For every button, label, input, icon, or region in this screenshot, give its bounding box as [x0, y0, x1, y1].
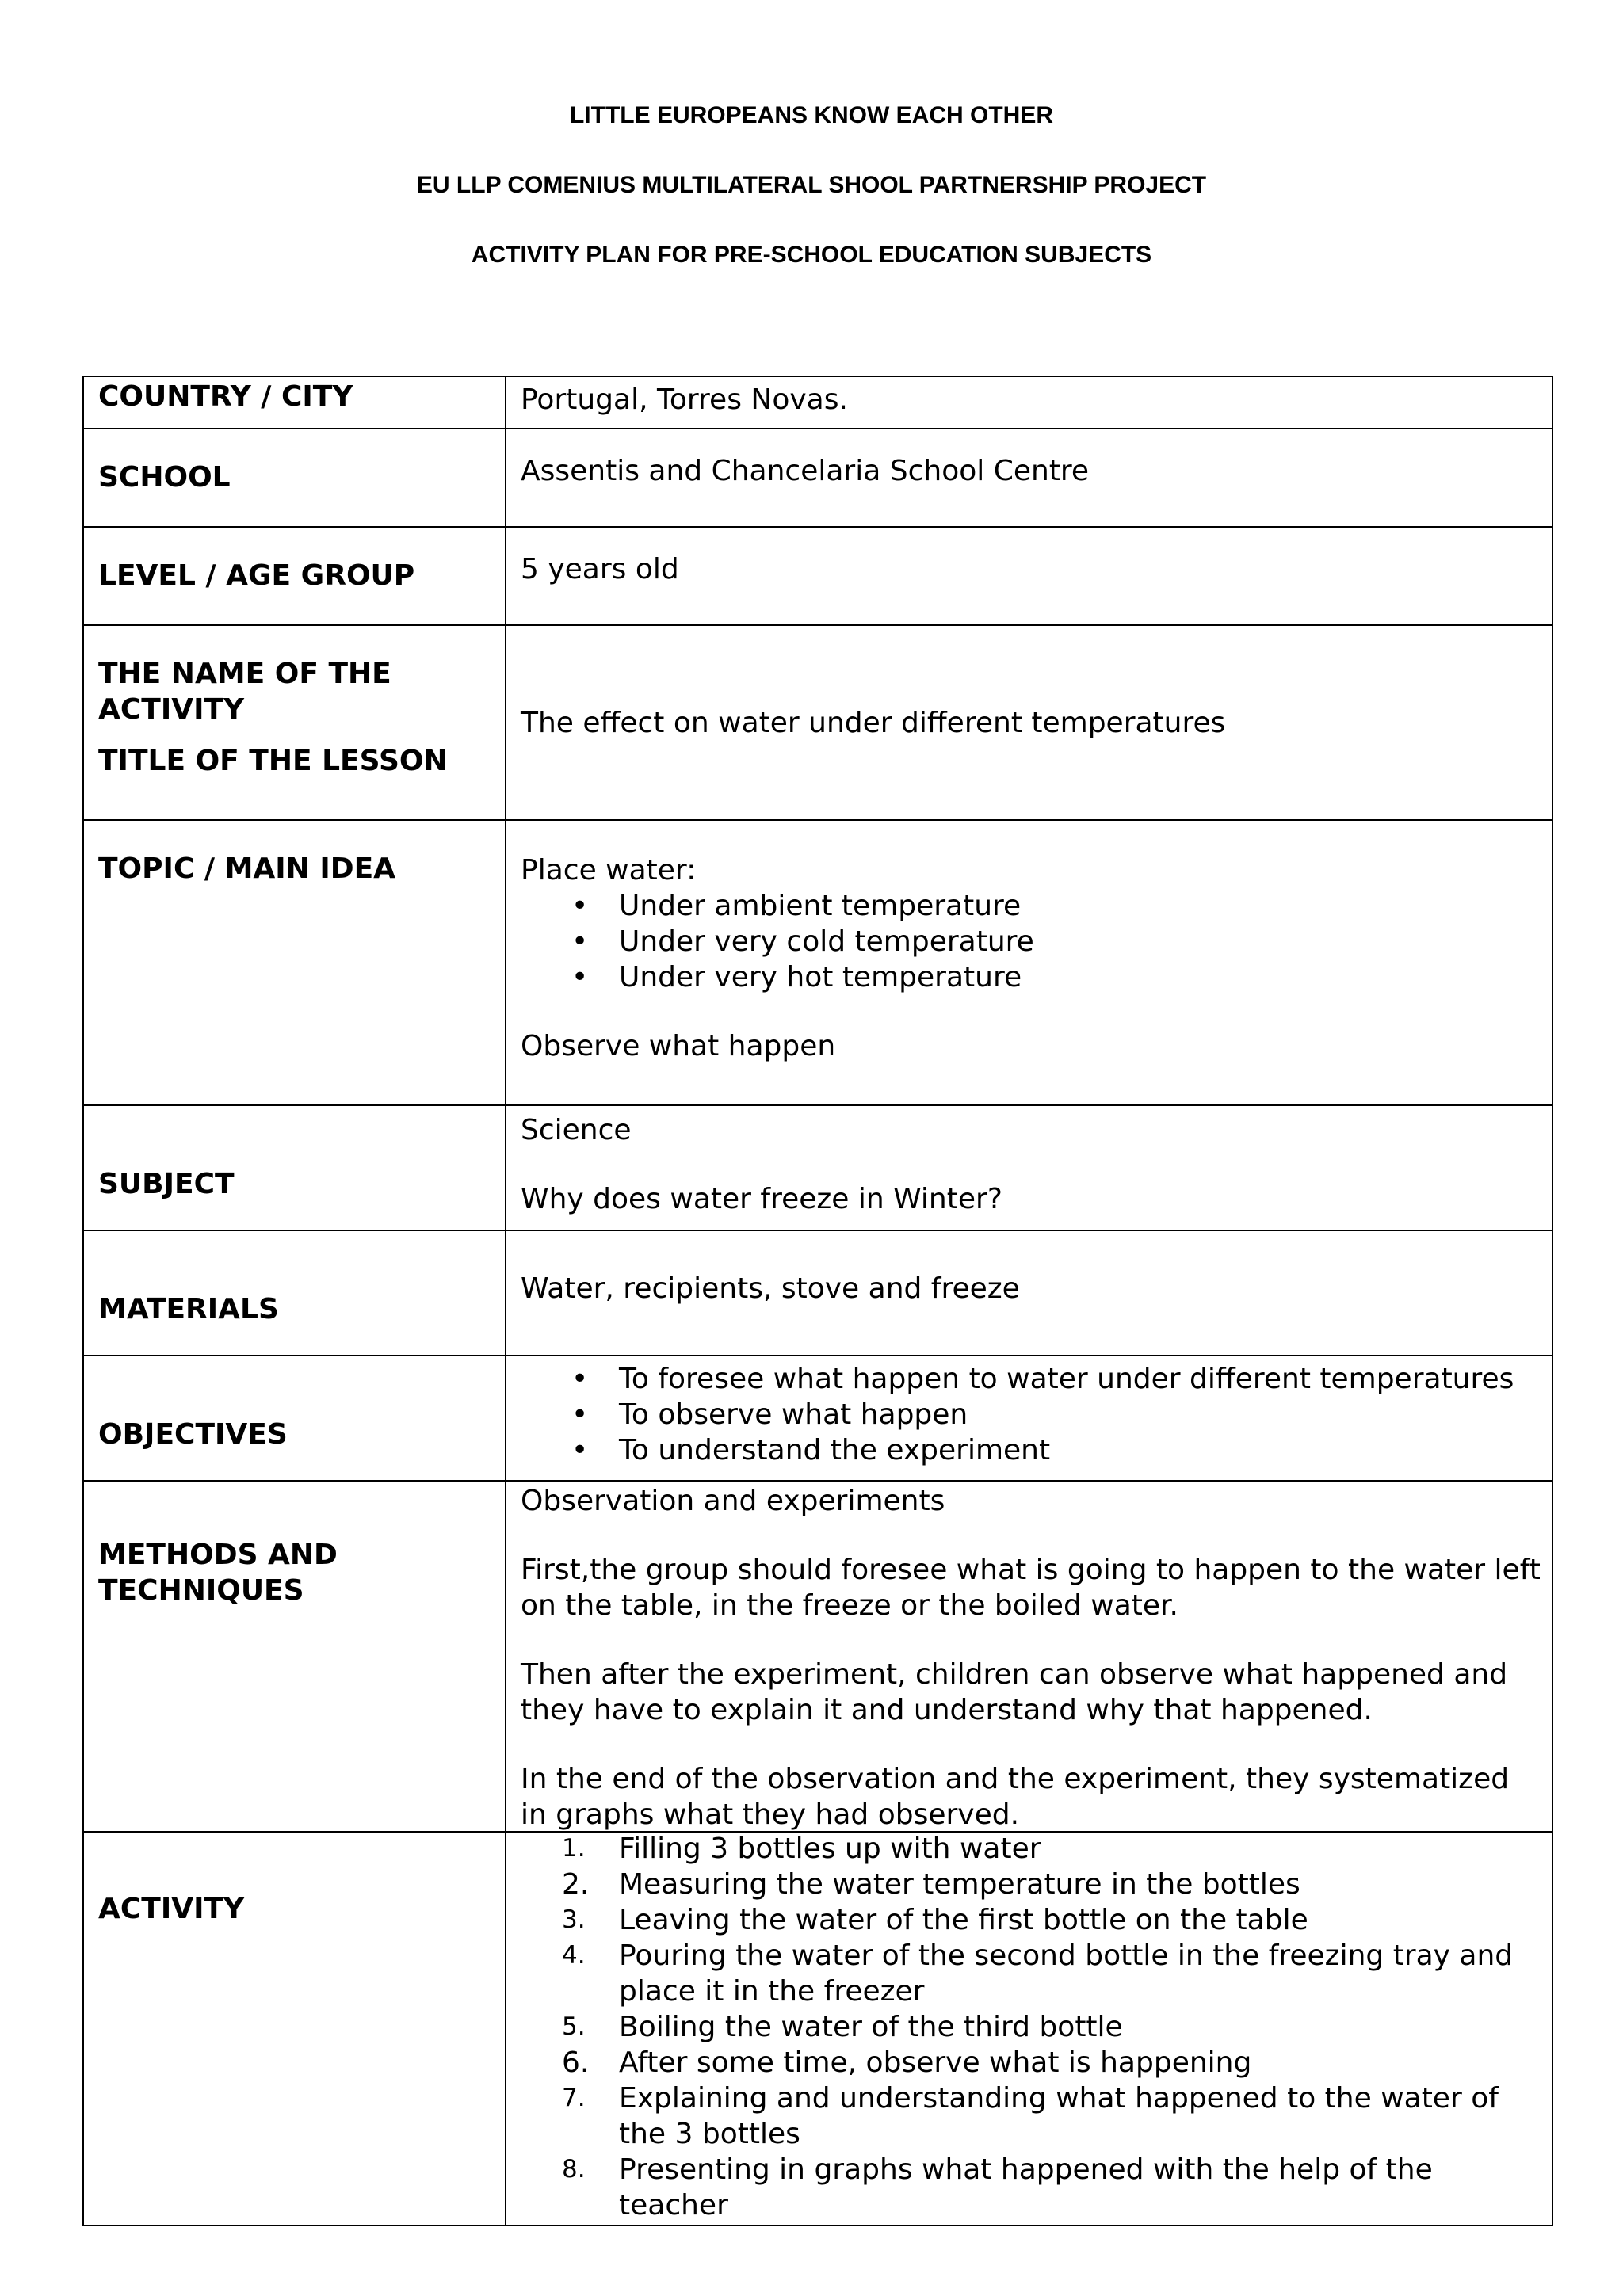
header-project: EU LLP COMENIUS MULTILATERAL SHOOL PARTNERSHIP PROJECT	[416, 172, 1207, 198]
value-country: Portugal, Torres Novas.	[521, 383, 848, 416]
list-item: • Under very hot temperature	[521, 959, 1542, 995]
label-activity: ACTIVITY	[98, 1893, 245, 1925]
label-methods: METHODS AND TECHNIQUES	[98, 1539, 338, 1607]
list-item	[521, 2045, 1542, 2081]
list-item: • Under ambient temperature	[521, 888, 1542, 924]
label-objectives: OBJECTIVES	[98, 1418, 288, 1451]
step-number: 2.	[562, 1868, 590, 1901]
subject-line-1: Science	[521, 1114, 632, 1146]
list-item	[521, 2152, 1542, 2223]
step-number: 1.	[562, 1834, 586, 1863]
subject-line-2: Why does water freeze in Winter?	[521, 1183, 1002, 1215]
step-text: Filling 3 bottles up with water	[619, 1833, 1041, 1865]
label-activity-name: THE NAME OF THE ACTIVITY	[98, 658, 391, 726]
step-text: Leaving the water of the first bottle on the table	[619, 1904, 1308, 1936]
step-text: Pouring the water of the second bottle in the freezing tray and place it in the freezer	[619, 1939, 1514, 2008]
step-text: Explaining and understanding what happened to the water of the 3 bottles	[619, 2082, 1499, 2150]
list-item: • To understand the experiment	[521, 1432, 1542, 1468]
activity-steps	[521, 1831, 1542, 2223]
activity-plan-table	[82, 376, 1553, 2226]
row-materials	[83, 1230, 1552, 1356]
list-item	[521, 2081, 1542, 2152]
label-school: SCHOOL	[98, 461, 231, 494]
row-subject	[83, 1105, 1552, 1230]
topic-list	[521, 888, 1542, 995]
topic-content	[506, 852, 1552, 1064]
methods-paragraph-1: Observation and experiments	[521, 1485, 945, 1517]
label-level: LEVEL / AGE GROUP	[98, 559, 415, 592]
value-level: 5 years old	[521, 553, 679, 585]
methods-paragraph-2: First,the group should foresee what is going to happen to the water left on the table, in the freeze or the boiled water.	[521, 1554, 1541, 1622]
step-text: Boiling the water of the third bottle	[619, 2011, 1123, 2043]
list-item	[521, 1938, 1542, 2009]
step-number: 4.	[562, 1941, 586, 1970]
list-item: • Under very cold temperature	[521, 924, 1542, 959]
list-item	[521, 1902, 1542, 1938]
list-item	[521, 2009, 1542, 2045]
step-text: After some time, observe what is happening	[619, 2046, 1252, 2079]
label-lesson-title: TITLE OF THE LESSON	[98, 745, 448, 777]
header-title: LITTLE EUROPEANS KNOW EACH OTHER	[569, 102, 1053, 128]
methods-content	[506, 1483, 1552, 1833]
header-plan-type: ACTIVITY PLAN FOR PRE-SCHOOL EDUCATION SUBJECTS	[471, 242, 1152, 268]
label-topic: TOPIC / MAIN IDEA	[98, 852, 396, 885]
step-text: Presenting in graphs what happened with the help of the teacher	[619, 2153, 1433, 2222]
value-activity-name: The effect on water under different temperatures	[521, 707, 1226, 739]
list-item	[521, 1867, 1542, 1902]
methods-paragraph-4: In the end of the observation and the experiment, they systematized in graphs what they had observed.	[521, 1763, 1510, 1831]
methods-paragraph-3: Then after the experiment, children can observe what happened and they have to explain it and understand why that happened.	[521, 1658, 1508, 1726]
step-number: 7.	[562, 2084, 586, 2112]
value-school: Assentis and Chancelaria School Centre	[521, 455, 1090, 487]
row-methods	[83, 1481, 1552, 1832]
subject-content	[506, 1112, 1552, 1217]
row-objectives	[83, 1356, 1552, 1481]
topic-outro: Observe what happen	[521, 1030, 836, 1062]
step-text: Measuring the water temperature in the bottles	[619, 1868, 1300, 1901]
step-number: 8.	[562, 2155, 586, 2183]
label-materials: MATERIALS	[98, 1293, 279, 1325]
row-topic	[83, 820, 1552, 1105]
objectives-content	[506, 1361, 1552, 1468]
step-number: 6.	[562, 2046, 590, 2079]
row-activity-name	[83, 625, 1552, 820]
row-school	[83, 429, 1552, 527]
list-item: • To foresee what happen to water under different temperatures	[521, 1361, 1542, 1397]
step-number: 5.	[562, 2012, 586, 2041]
activity-content	[506, 1831, 1552, 2223]
list-item: • To observe what happen	[521, 1397, 1542, 1432]
objectives-list	[521, 1361, 1542, 1468]
label-country: COUNTRY / CITY	[98, 380, 353, 413]
row-level	[83, 527, 1552, 625]
list-item	[521, 1831, 1542, 1867]
label-subject: SUBJECT	[98, 1168, 235, 1200]
step-number: 3.	[562, 1905, 586, 1934]
row-activity	[83, 1832, 1552, 2225]
row-country	[83, 376, 1552, 429]
topic-intro: Place water:	[521, 854, 697, 887]
value-materials: Water, recipients, stove and freeze	[521, 1272, 1020, 1305]
